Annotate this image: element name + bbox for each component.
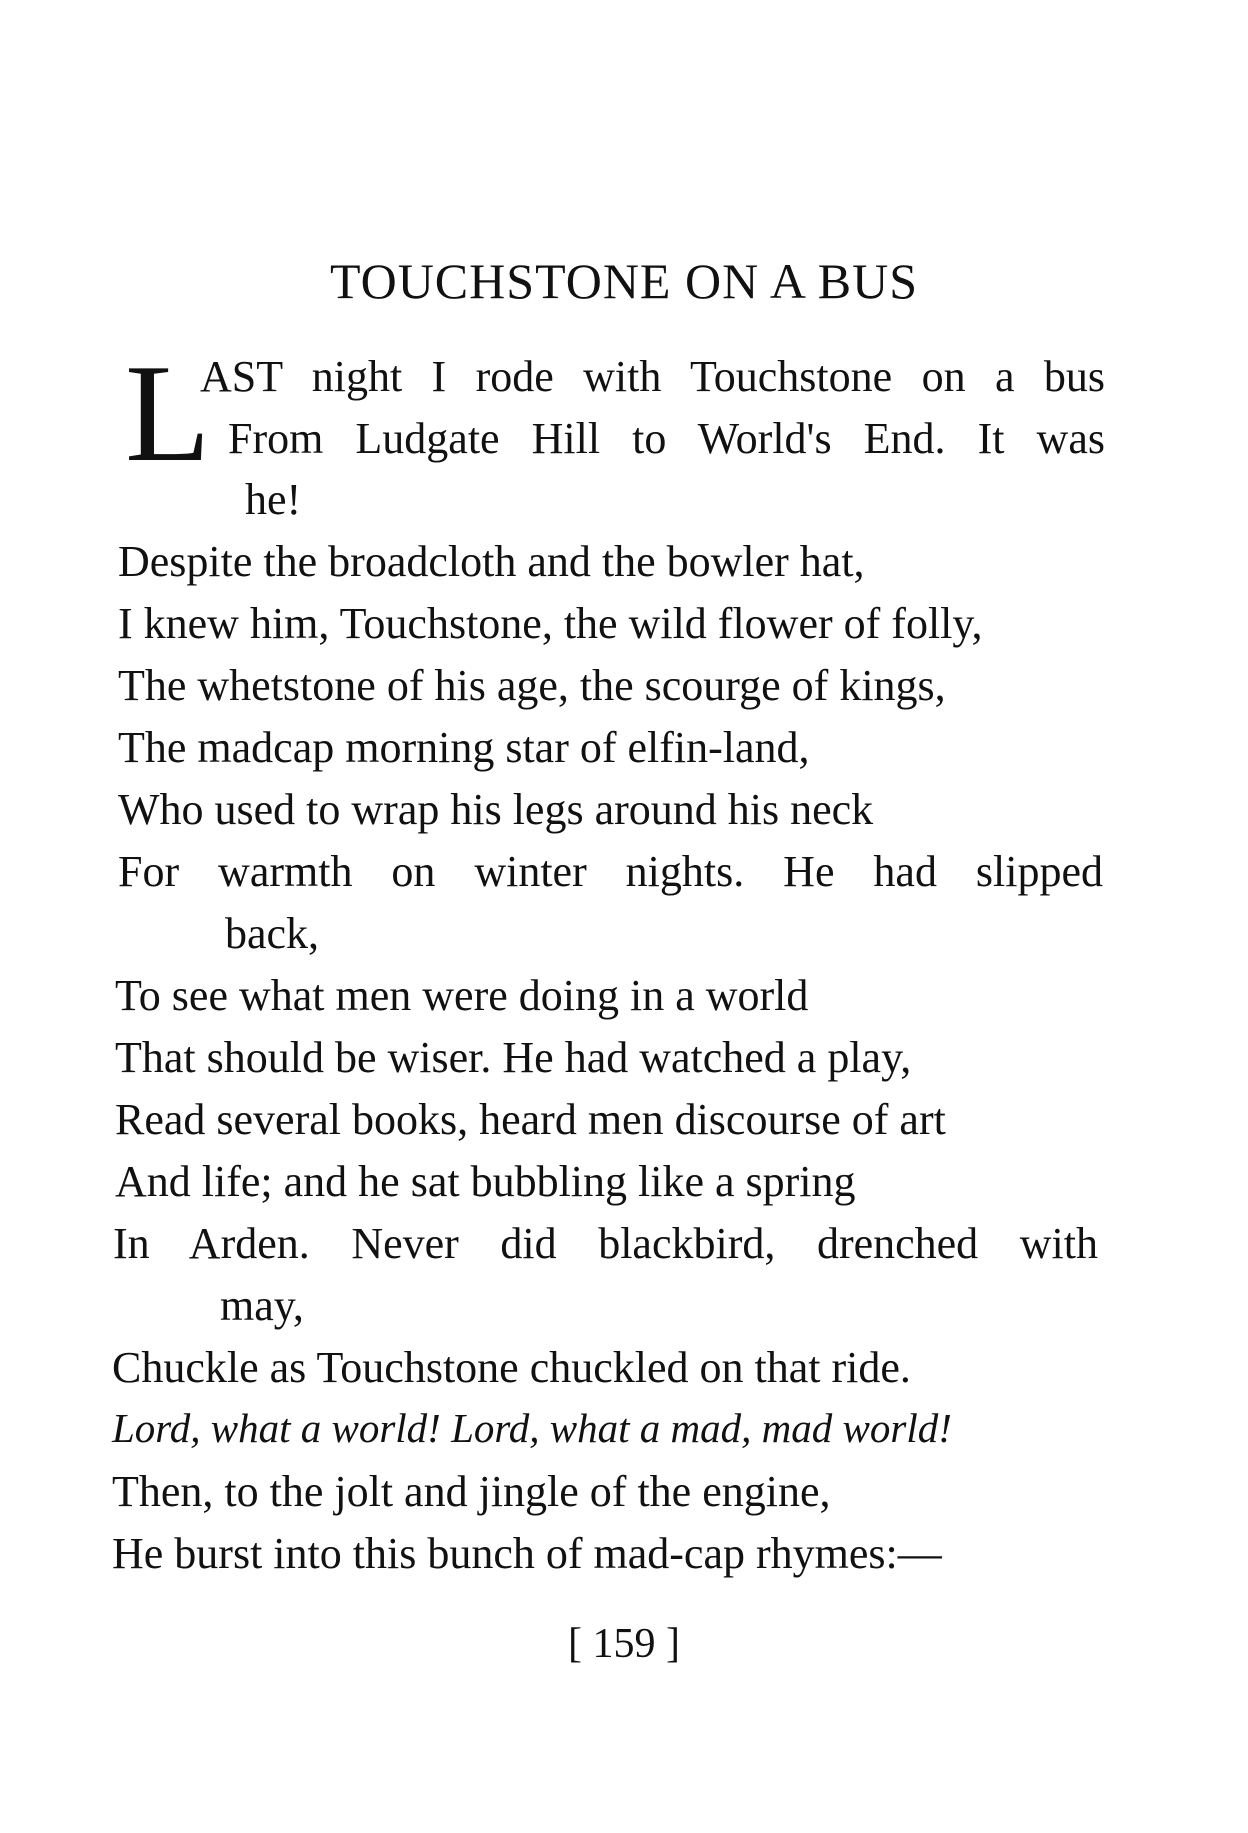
poem-line-6: The madcap morning star of elfin-land, (118, 723, 810, 772)
poem-line-11: Read several books, heard men discourse of art (115, 1095, 946, 1144)
poem-line-4: I knew him, Touchstone, the wild flower of folly, (118, 599, 983, 648)
poem-line-16: Then, to the jolt and jingle of the engine, (112, 1467, 831, 1516)
poem-line-1: AST night I rode with Touchstone on a bus (200, 352, 1105, 401)
poem-line-5: The whetstone of his age, the scourge of kings, (118, 661, 946, 710)
poem-line-10: That should be wiser. He had watched a play, (115, 1033, 912, 1082)
drop-cap: L (125, 336, 211, 491)
poem-line-2-continuation: he! (245, 475, 302, 524)
poem-line-7: Who used to wrap his legs around his neck (118, 785, 874, 834)
poem-line-3: Despite the broadcloth and the bowler hat, (118, 537, 865, 586)
poem-title: TOUCHSTONE ON A BUS (329, 253, 919, 309)
poem-line-13: In Arden. Never did blackbird, drenched with (113, 1219, 1098, 1268)
poem-line-13-continuation: may, (220, 1281, 304, 1330)
page-number: [ 159 ] (568, 1621, 680, 1667)
poem-line-9: To see what men were doing in a world (115, 971, 809, 1020)
poem-line-8: For warmth on winter nights. He had slipped (118, 847, 1103, 896)
poem-line-17: He burst into this bunch of mad-cap rhymes:— (112, 1529, 942, 1578)
poem-line-2: From Ludgate Hill to World's End. It was (228, 414, 1105, 463)
poem-line-15-italic: Lord, what a world! Lord, what a mad, mad world! (112, 1405, 952, 1451)
poem-line-12: And life; and he sat bubbling like a spring (115, 1157, 856, 1206)
poem-line-8-continuation: back, (225, 909, 320, 958)
poem-line-14: Chuckle as Touchstone chuckled on that ride. (112, 1343, 911, 1392)
